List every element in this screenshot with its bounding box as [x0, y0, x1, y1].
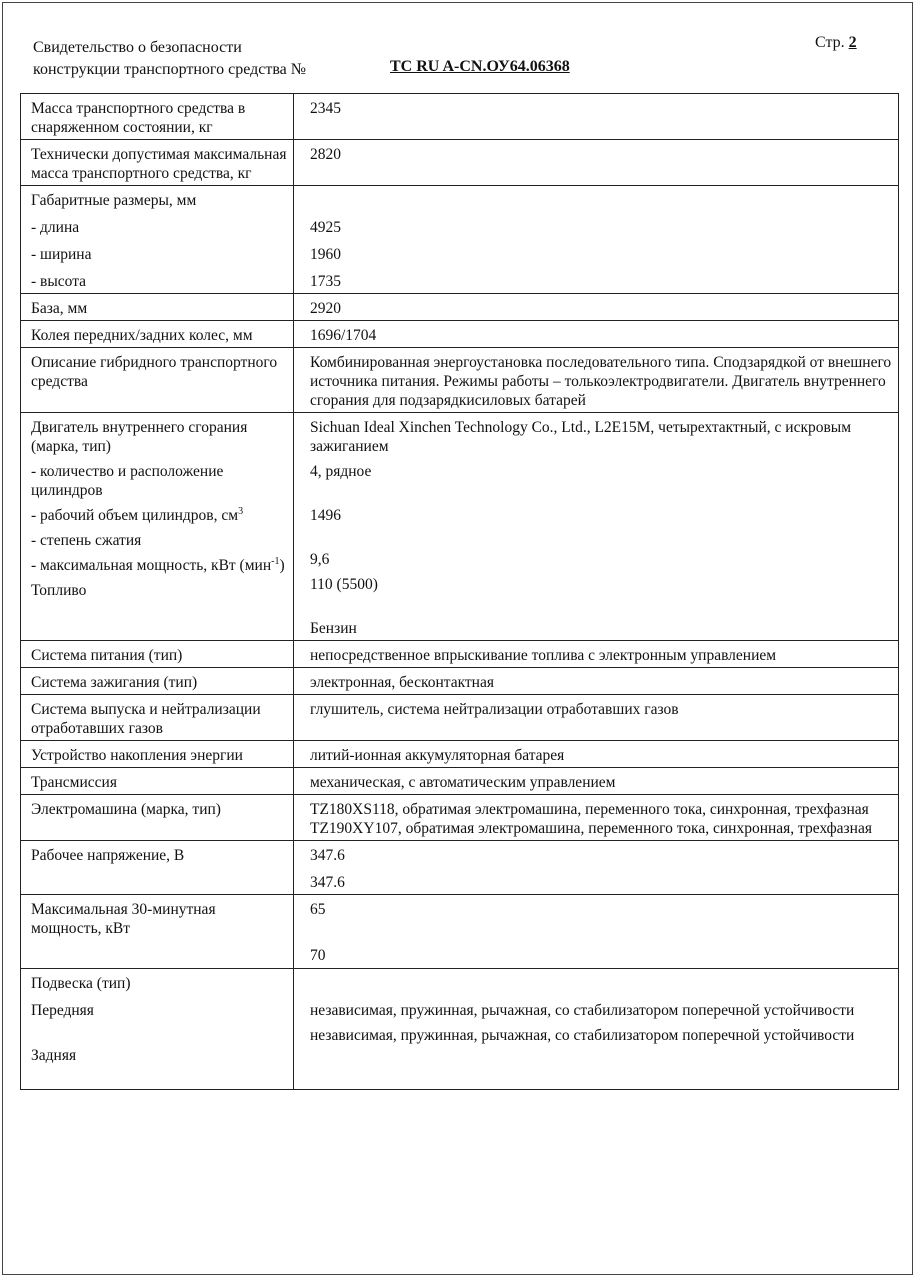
- row-value: [294, 841, 899, 895]
- row-value: [294, 895, 899, 969]
- document-title: [33, 37, 306, 81]
- table-row: [21, 321, 899, 348]
- dimensions-label: Габаритные размеры, мм: [31, 192, 197, 209]
- row-value: механическая, с автоматическим управлением: [294, 768, 899, 795]
- table-row: [21, 741, 899, 768]
- cylinders-value: 4, рядное: [310, 463, 372, 480]
- table-row: [21, 768, 899, 795]
- row-value: 1696/1704: [294, 321, 899, 348]
- row-value: 2820: [294, 140, 899, 186]
- table-row: [21, 841, 899, 895]
- table-row: [21, 413, 899, 641]
- row-label: Масса транспортного средства в снаряженном состоянии, кг: [21, 94, 294, 140]
- certificate-number: ТС RU A-CN.ОУ64.06368: [390, 58, 570, 75]
- row-value: [294, 413, 899, 641]
- row-label: [21, 969, 294, 1090]
- suspension-rear-label: Задняя: [31, 1047, 77, 1064]
- table-row: [21, 94, 899, 140]
- width-value: 1960: [310, 246, 341, 263]
- power-value: 110 (5500): [310, 576, 378, 593]
- width-label: - ширина: [31, 246, 92, 263]
- voltage-value-2: 347.6: [310, 874, 345, 891]
- row-label: Система питания (тип): [21, 641, 294, 668]
- title-line-1: Свидетельство о безопасности: [33, 39, 242, 56]
- row-value: электронная, бесконтактная: [294, 668, 899, 695]
- table-row: [21, 695, 899, 741]
- compression-label: - степень сжатия: [31, 532, 142, 549]
- power30-value-1: 65: [310, 901, 326, 918]
- table-row: [21, 641, 899, 668]
- row-label: Электромашина (марка, тип): [21, 795, 294, 841]
- page-number: 2: [848, 34, 857, 51]
- table-row: [21, 186, 899, 294]
- height-label: - высота: [31, 273, 87, 290]
- table-row: [21, 140, 899, 186]
- table-row: [21, 348, 899, 413]
- power-label: - максимальная мощность, кВт (мин$^{-1}$): [31, 555, 285, 574]
- row-label: Устройство накопления энергии: [21, 741, 294, 768]
- row-value: 2345: [294, 94, 899, 140]
- specifications-table: [20, 93, 899, 1090]
- suspension-rear-value: независимая, пружинная, рычажная, со стабилизатором поперечной устойчивости: [310, 1027, 855, 1044]
- row-label: Максимальная 30-минутная мощность, кВт: [21, 895, 294, 969]
- suspension-front-label: Передняя: [31, 1002, 94, 1019]
- displacement-label: - рабочий объем цилиндров, $см^3$: [31, 505, 244, 524]
- row-value: [294, 186, 899, 294]
- engine-label: Двигатель внутреннего сгорания (марка, тип): [31, 419, 248, 455]
- suspension-label: Подвеска (тип): [31, 975, 131, 992]
- title-line-2: конструкции транспортного средства №: [33, 61, 307, 78]
- height-value: 1735: [310, 273, 341, 290]
- row-value: глушитель, система нейтрализации отработавших газов: [294, 695, 899, 741]
- row-label: Колея передних/задних колес, мм: [21, 321, 294, 348]
- table-row: [21, 795, 899, 841]
- table-row: [21, 294, 899, 321]
- compression-value: 9,6: [310, 551, 330, 568]
- row-label: [21, 413, 294, 641]
- row-label: База, мм: [21, 294, 294, 321]
- fuel-value: Бензин: [310, 620, 357, 637]
- displacement-value: 1496: [310, 507, 341, 524]
- row-value: [294, 969, 899, 1090]
- power30-value-2: 70: [310, 947, 326, 964]
- table-row: [21, 668, 899, 695]
- page-label: [815, 34, 857, 52]
- row-label: Трансмиссия: [21, 768, 294, 795]
- cylinders-label: - количество и расположение цилиндров: [31, 463, 224, 499]
- row-value: Комбинированная энергоустановка последовательного типа. Сподзарядкой от внешнего источника питания. Режимы работы – толькоэлектродвигатели. Двигатель внутреннего сгорания для подзарядкисиловых батарей: [294, 348, 899, 413]
- row-label: Система зажигания (тип): [21, 668, 294, 695]
- row-value: [294, 795, 899, 841]
- row-label: Технически допустимая максимальная масса транспортного средства, кг: [21, 140, 294, 186]
- engine-value: Sichuan Ideal Xinchen Technology Co., Ltd., L2E15M, четырехтактный, с искровым зажиганием: [310, 419, 852, 455]
- table-row: [21, 895, 899, 969]
- suspension-front-value: независимая, пружинная, рычажная, со стабилизатором поперечной устойчивости: [310, 1002, 855, 1019]
- row-label: [21, 186, 294, 294]
- row-value: литий-ионная аккумуляторная батарея: [294, 741, 899, 768]
- page-prefix: Стр.: [815, 34, 845, 51]
- fuel-label: Топливо: [31, 582, 87, 599]
- row-label: Описание гибридного транспортного средства: [21, 348, 294, 413]
- row-value: 2920: [294, 294, 899, 321]
- e-machine-value-1: TZ180XS118, обратимая электромашина, переменного тока, синхронная, трехфазная: [310, 801, 869, 818]
- row-value: непосредственное впрыскивание топлива с электронным управлением: [294, 641, 899, 668]
- row-label: Система выпуска и нейтрализации отработавших газов: [21, 695, 294, 741]
- e-machine-value-2: TZ190XY107, обратимая электромашина, переменного тока, синхронная, трехфазная: [310, 820, 872, 837]
- voltage-value-1: 347.6: [310, 847, 345, 864]
- row-label: Рабочее напряжение, В: [21, 841, 294, 895]
- length-label: - длина: [31, 219, 80, 236]
- length-value: 4925: [310, 219, 341, 236]
- table-row: [21, 969, 899, 1090]
